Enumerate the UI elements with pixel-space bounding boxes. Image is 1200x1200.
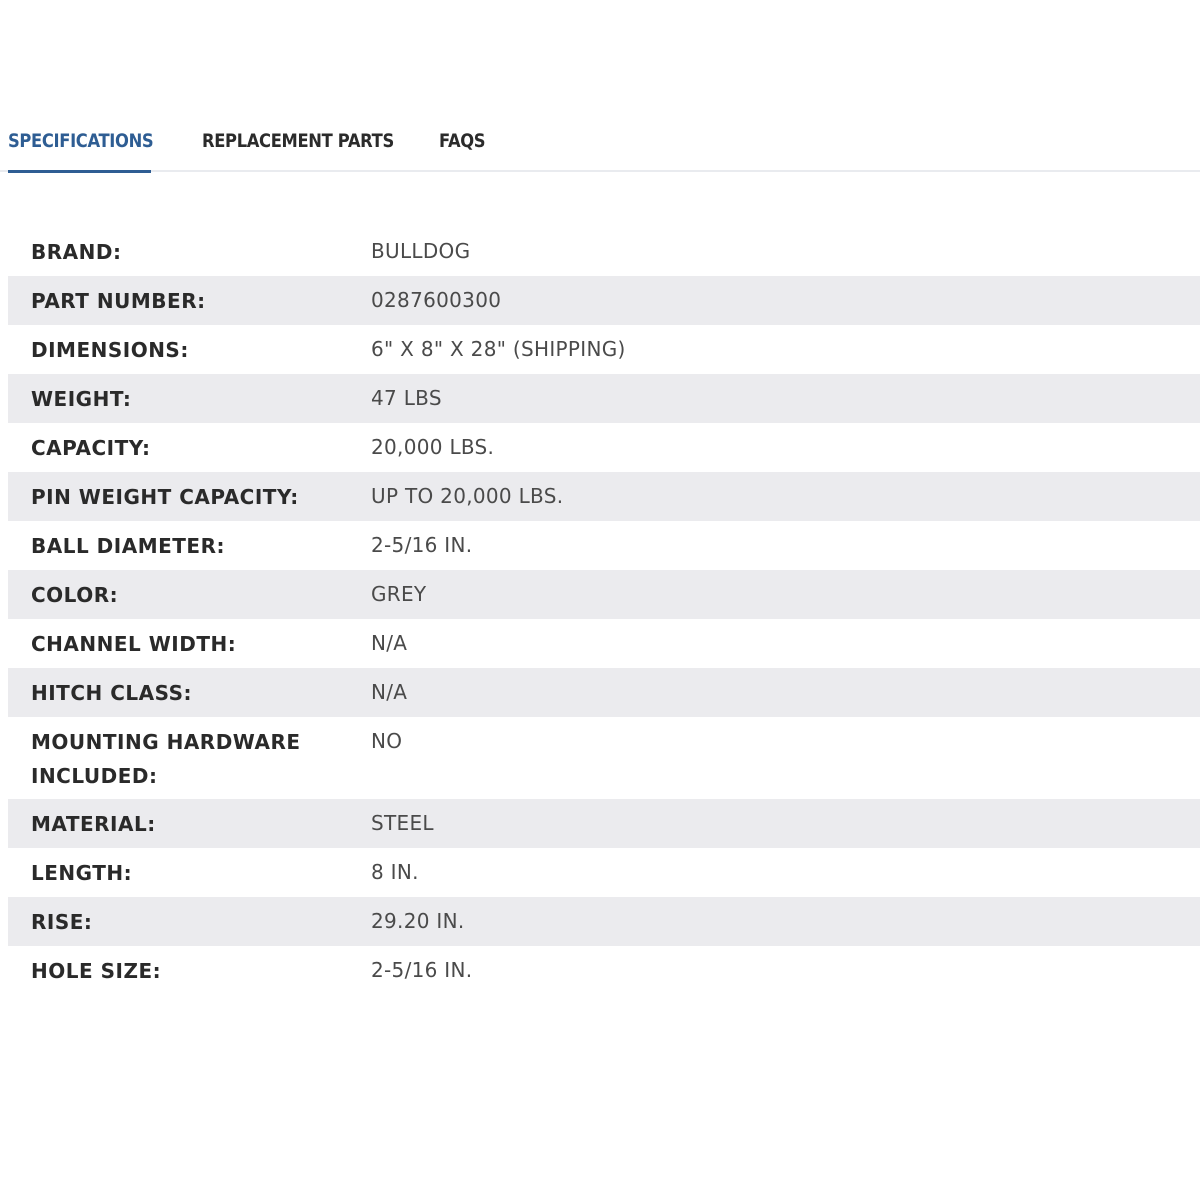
tab-faqs[interactable]: FAQS bbox=[439, 130, 486, 152]
spec-value: BULLDOG bbox=[371, 239, 471, 263]
spec-label: CAPACITY: bbox=[31, 436, 151, 460]
spec-value: N/A bbox=[371, 680, 408, 704]
tab-specifications[interactable]: SPECIFICATIONS bbox=[8, 130, 154, 152]
spec-value: N/A bbox=[371, 631, 408, 655]
spec-row-length bbox=[8, 848, 1200, 897]
spec-row-mounting-hardware-included bbox=[8, 717, 1200, 799]
spec-value: STEEL bbox=[371, 811, 434, 835]
spec-row-hitch-class bbox=[8, 668, 1200, 717]
spec-label: CHANNEL WIDTH: bbox=[31, 632, 237, 656]
spec-label: BALL DIAMETER: bbox=[31, 534, 225, 558]
spec-row-color bbox=[8, 570, 1200, 619]
active-tab-indicator bbox=[8, 170, 151, 173]
spec-value: 0287600300 bbox=[371, 288, 502, 312]
spec-label: MATERIAL: bbox=[31, 812, 156, 836]
spec-row-capacity bbox=[8, 423, 1200, 472]
spec-row-channel-width bbox=[8, 619, 1200, 668]
spec-row-hole-size bbox=[8, 946, 1200, 995]
spec-label: WEIGHT: bbox=[31, 387, 132, 411]
spec-label: HITCH CLASS: bbox=[31, 681, 193, 705]
spec-row-weight bbox=[8, 374, 1200, 423]
spec-value: 20,000 LBS. bbox=[371, 435, 495, 459]
spec-value: GREY bbox=[371, 582, 427, 606]
spec-label: LENGTH: bbox=[31, 861, 133, 885]
spec-row-pin-weight-capacity bbox=[8, 472, 1200, 521]
spec-label: COLOR: bbox=[31, 583, 119, 607]
spec-value: 2-5/16 IN. bbox=[371, 533, 473, 557]
spec-value: NO bbox=[371, 729, 403, 753]
spec-value: UP TO 20,000 LBS. bbox=[371, 484, 564, 508]
spec-label: BRAND: bbox=[31, 240, 122, 264]
spec-value: 29.20 IN. bbox=[371, 909, 465, 933]
spec-value: 6" X 8" X 28" (SHIPPING) bbox=[371, 337, 626, 361]
spec-row-rise bbox=[8, 897, 1200, 946]
spec-label: MOUNTING HARDWARE INCLUDED: bbox=[31, 730, 301, 788]
spec-value: 8 IN. bbox=[371, 860, 419, 884]
spec-value: 2-5/16 IN. bbox=[371, 958, 473, 982]
spec-label: DIMENSIONS: bbox=[31, 338, 189, 362]
spec-label: PART NUMBER: bbox=[31, 289, 206, 313]
spec-label: PIN WEIGHT CAPACITY: bbox=[31, 485, 299, 509]
spec-row-part-number bbox=[8, 276, 1200, 325]
product-tabs bbox=[0, 118, 1200, 172]
spec-label: RISE: bbox=[31, 910, 93, 934]
spec-row-dimensions bbox=[8, 325, 1200, 374]
spec-row-material bbox=[8, 799, 1200, 848]
spec-value: 47 LBS bbox=[371, 386, 442, 410]
spec-label: HOLE SIZE: bbox=[31, 959, 162, 983]
tab-replacement-parts[interactable]: REPLACEMENT PARTS bbox=[202, 130, 394, 152]
spec-row-brand bbox=[8, 227, 1200, 276]
spec-row-ball-diameter bbox=[8, 521, 1200, 570]
specifications-table bbox=[8, 227, 1200, 995]
